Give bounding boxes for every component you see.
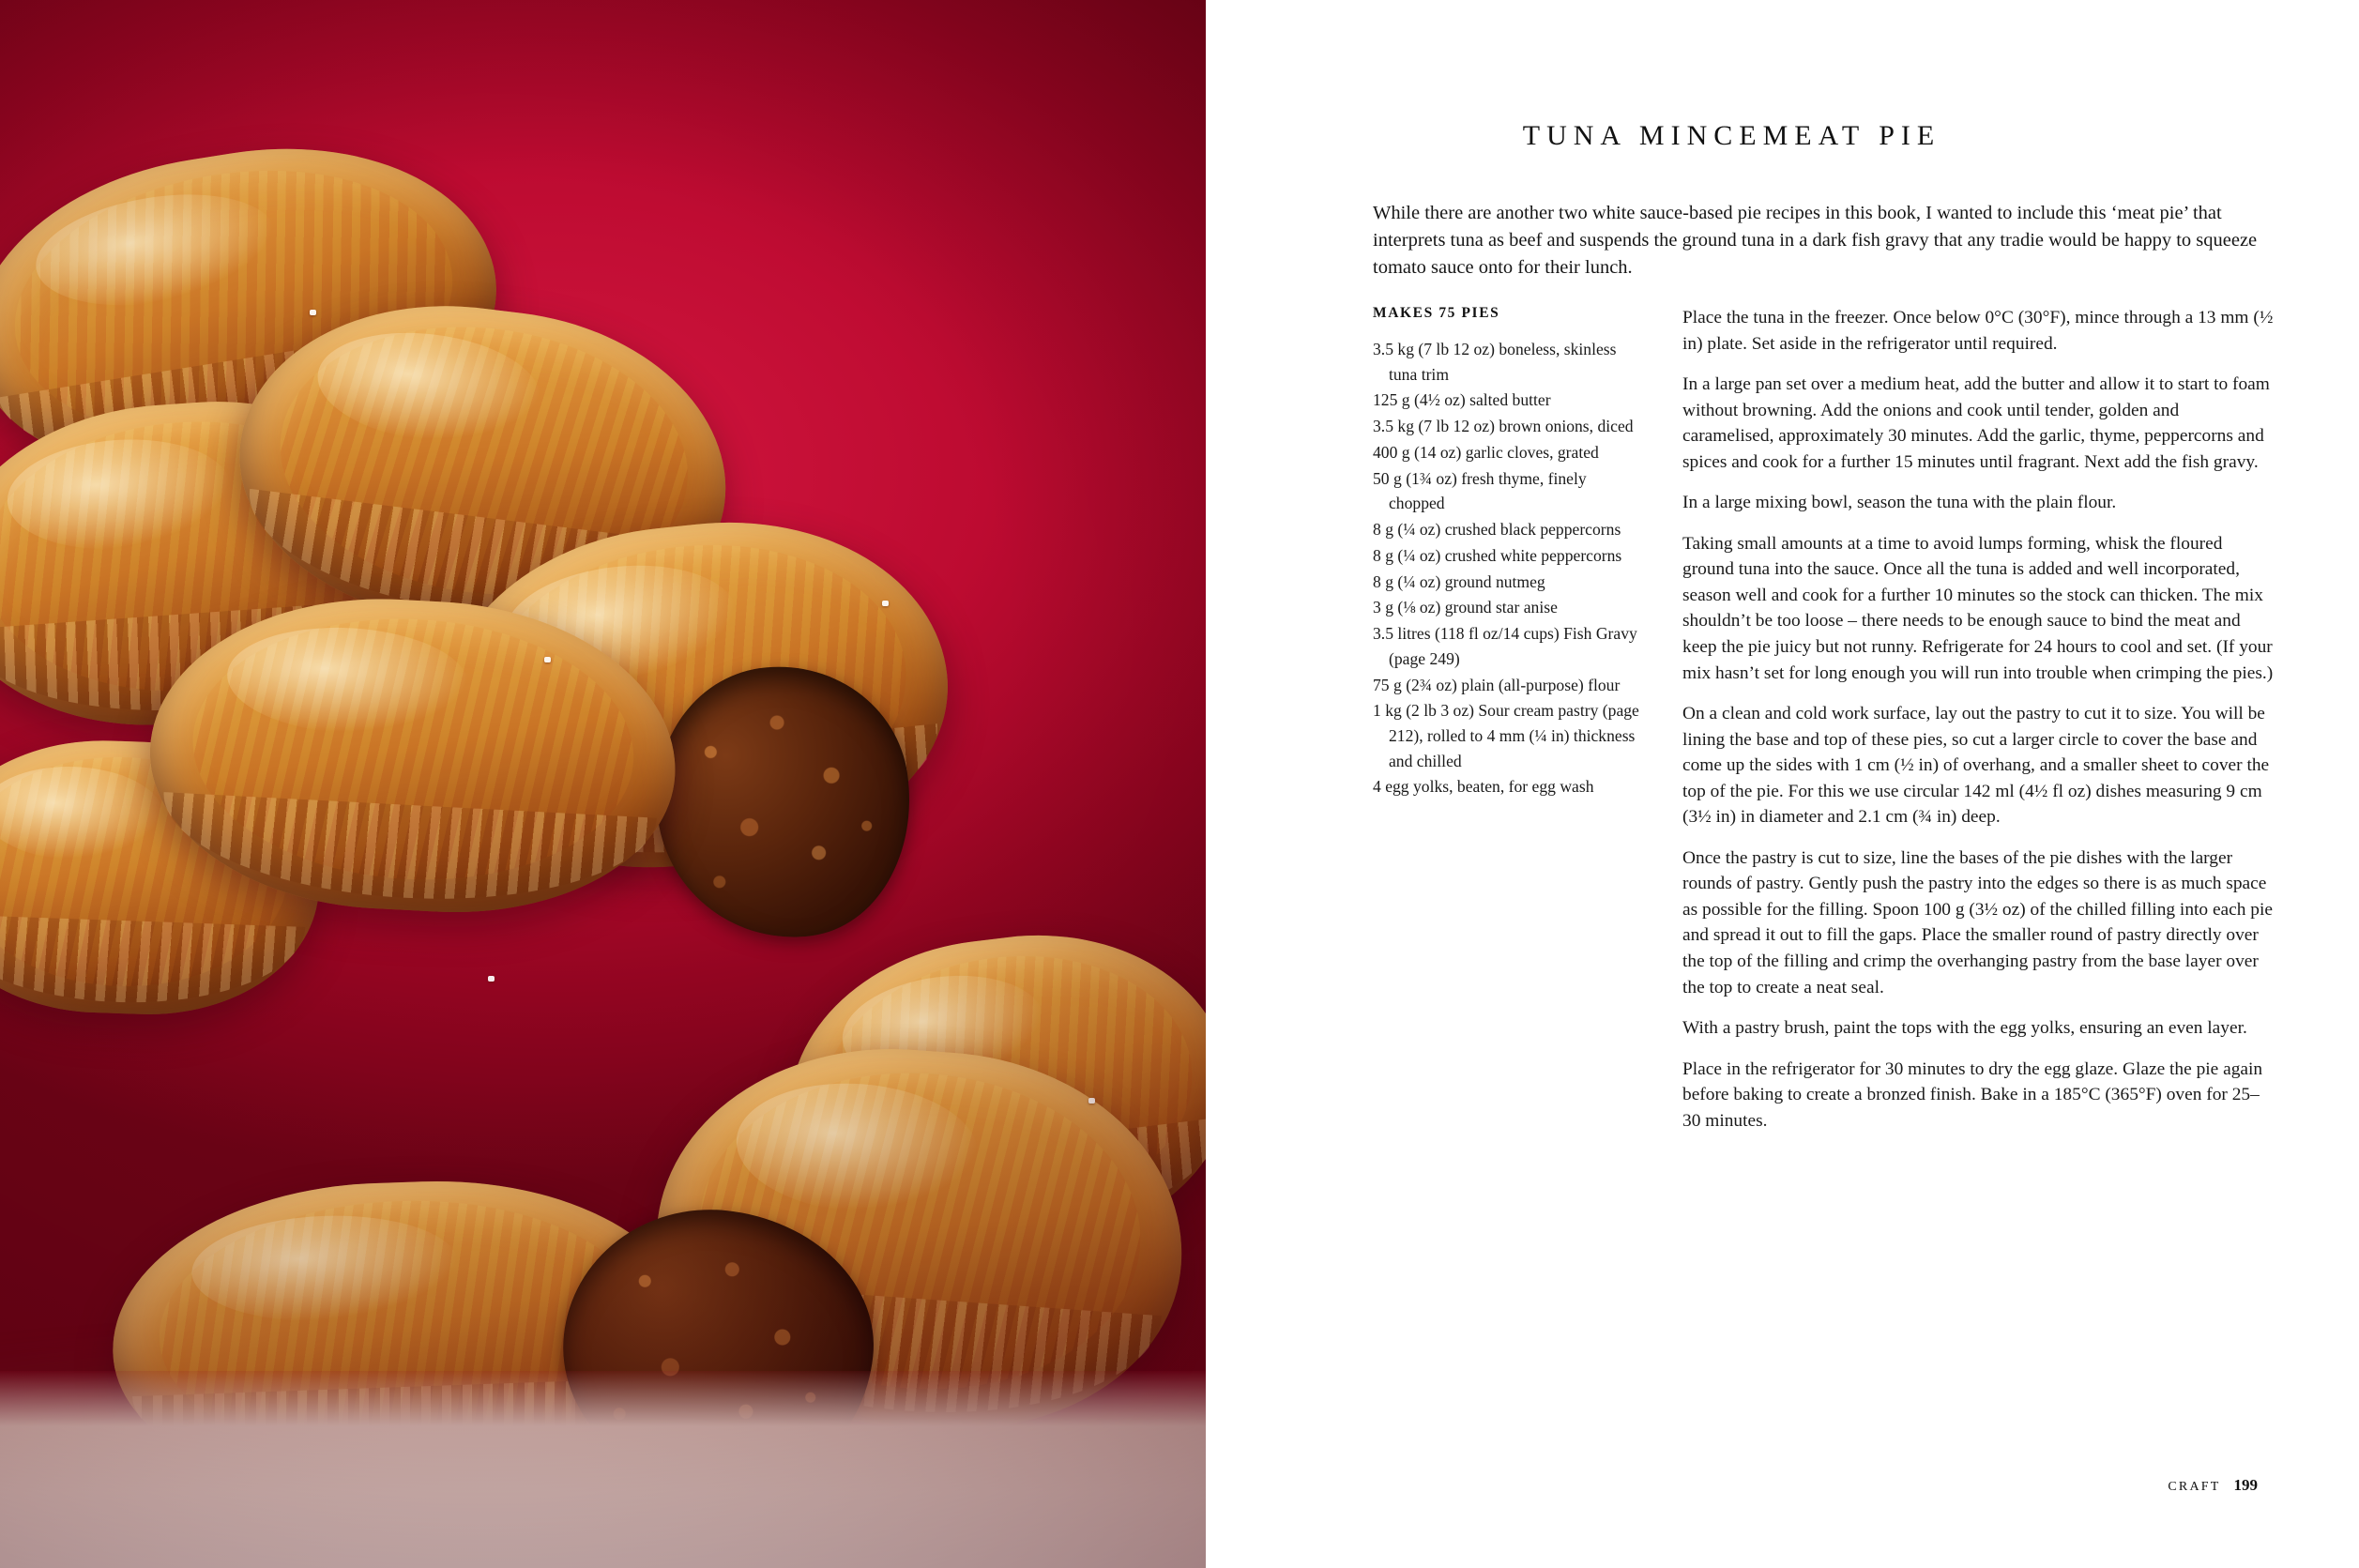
page-number: 199 [2233, 1476, 2258, 1494]
list-item: 125 g (4½ oz) salted butter [1373, 390, 1551, 410]
ingredients-column [1373, 305, 1643, 1149]
method-step: In a large mixing bowl, season the tuna with the plain flour. [1682, 493, 2117, 513]
page-footer [2168, 1476, 2258, 1495]
list-item: 3.5 kg (7 lb 12 oz) brown onions, diced [1373, 417, 1634, 436]
list-item: 4 egg yolks, beaten, for egg wash [1373, 777, 1594, 797]
yield-label: MAKES 75 PIES [1373, 305, 1500, 321]
method-step: Once the pastry is cut to size, line the bases of the pie dishes with the larger rounds of pastry. Gently push the pastry into the edges so there is as much space as possible for the filling. Spoon 100 g (3½ oz) of the chilled filling into each pie and spread it out to fill the gaps. Place the smaller round of pastry directly over the top of the filling and crimp the overhanging pastry from the base layer over the top to create a neat seal. [1682, 847, 2273, 997]
list-item: 400 g (14 oz) garlic cloves, grated [1373, 442, 1599, 462]
list-item: 8 g (¼ oz) crushed white peppercorns [1373, 545, 1622, 565]
method-step: With a pastry brush, paint the tops with the egg yolks, ensuring an even layer. [1682, 1018, 2247, 1039]
ingredients-list [1373, 337, 1643, 799]
method-column [1682, 305, 2274, 1149]
list-item: 75 g (2¾ oz) plain (all-purpose) flour [1373, 675, 1621, 694]
list-item: 8 g (¼ oz) crushed black peppercorns [1373, 520, 1621, 540]
method-step: Taking small amounts at a time to avoid lumps forming, whisk the floured ground tuna into the sauce. Once all the tuna is added and well incorporated, season well and cook for a further 10 minutes so the stock can thicken. The mix shouldn’t be too loose – there needs to be enough sauce to bind the meat and keep the pie juicy but not runny. Refrigerate for 24 hours to cool and set. (If your mix hasn’t set for long enough you will run into trouble when crimping the pies.) [1682, 533, 2274, 683]
list-item: 1 kg (2 lb 3 oz) Sour cream pastry (page 212), rolled to 4 mm (¼ in) thickness and chilled [1373, 701, 1639, 770]
method-step: Place the tuna in the freezer. Once below 0°C (30°F), mince through a 13 mm (½ in) plate. Set aside in the refrigerator until required. [1682, 308, 2274, 354]
list-item: 3.5 litres (118 fl oz/14 cups) Fish Gravy (page 249) [1373, 624, 1637, 668]
recipe-body [1373, 305, 2274, 1149]
page-title: TUNA MINCEMEAT PIE [1522, 120, 1941, 152]
method-step: Place in the refrigerator for 30 minutes to dry the egg glaze. Glaze the pie again before baking to create a bronzed finish. Bake in a 185°C (365°F) oven for 25–30 minutes. [1682, 1058, 2263, 1131]
list-item: 8 g (¼ oz) ground nutmeg [1373, 571, 1545, 591]
list-item: 3 g (⅛ oz) ground star anise [1373, 598, 1558, 617]
method-step: In a large pan set over a medium heat, add the butter and allow it to start to foam without browning. Add the onions and cook until tender, golden and caramelised, approximately 30 minutes. Add the garlic, thyme, peppercorns and spices and cook for a further 15 minutes until fragrant. Next add the fish gravy. [1682, 374, 2270, 472]
list-item: 3.5 kg (7 lb 12 oz) boneless, skinless tuna trim [1373, 340, 1617, 384]
footer-section-label: CRAFT [2168, 1480, 2221, 1494]
list-item: 50 g (1¾ oz) fresh thyme, finely chopped [1373, 468, 1587, 513]
recipe-text-page [1206, 0, 2359, 1568]
method-step: On a clean and cold work surface, lay out the pastry to cut it to size. You will be lining the base and top of these pies, so cut a larger circle to cover the base and come up the sides with 1 cm (½ in) of overhang, and a smaller sheet to cover the top of the pie. For this we use circular 142 ml (4½ fl oz) dishes measuring 9 cm (3½ in) in diameter and 2.1 cm (¾ in) deep. [1682, 704, 2270, 828]
recipe-intro: While there are another two white sauce-based pie recipes in this book, I wanted to include this ‘meat pie’ that interprets tuna as beef and suspends the ground tuna in a dark fish gravy that any tradie would be happy to squeeze tomato sauce onto for their lunch. [1373, 202, 2258, 278]
